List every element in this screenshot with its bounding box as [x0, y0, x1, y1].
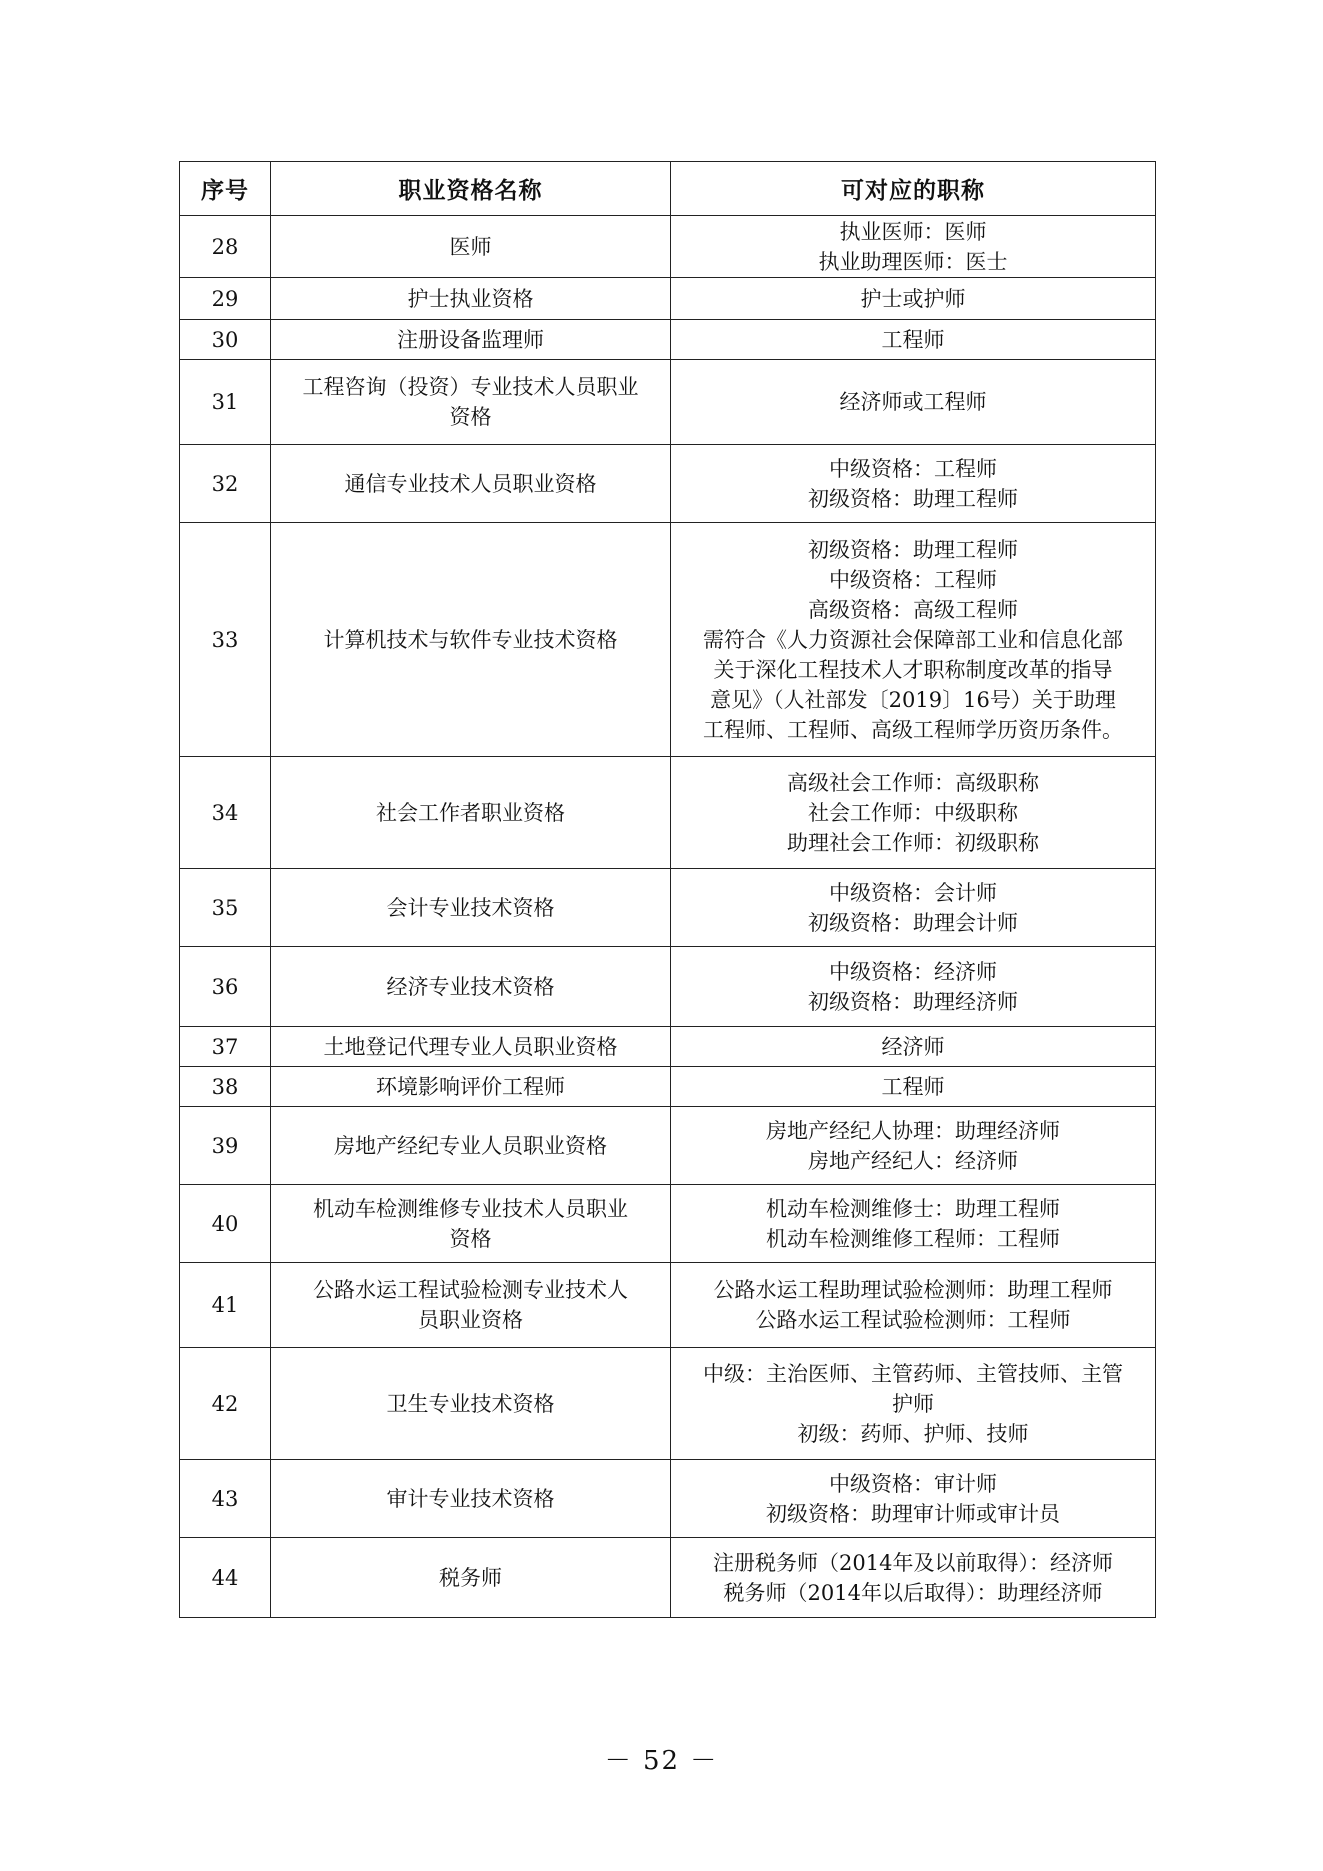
serial-number-cell: 33	[180, 523, 271, 757]
corresponding-title-line: 初级资格：助理审计师或审计员	[766, 1501, 1060, 1526]
corresponding-title-line: 执业医师：医师	[839, 219, 987, 244]
qualification-name-cell	[271, 1460, 671, 1538]
header-qualification-name: 职业资格名称	[271, 162, 671, 216]
serial-number-cell: 37	[180, 1027, 271, 1067]
table-body	[180, 216, 1156, 1618]
corresponding-title-cell	[671, 869, 1156, 947]
qualification-name-line: 公路水运工程试验检测专业技术人	[313, 1278, 628, 1302]
corresponding-title-line: 中级资格：工程师	[829, 456, 997, 481]
qualification-name-line: 土地登记代理专业人员职业资格	[323, 1034, 618, 1059]
table-row	[180, 1348, 1156, 1460]
corresponding-title-line: 关于深化工程技术人才职称制度改革的指导	[713, 657, 1113, 682]
corresponding-title-cell	[671, 1185, 1156, 1263]
qualification-name-line: 资格	[449, 405, 492, 429]
corresponding-title-line: 意见》（人社部发〔2019〕16号）关于助理	[710, 687, 1116, 712]
table-row	[180, 1538, 1156, 1618]
corresponding-title-line: 高级资格：高级工程师	[808, 597, 1018, 622]
serial-number-cell: 40	[180, 1185, 271, 1263]
corresponding-title-line: 工程师、工程师、高级工程师学历资历条件。	[703, 717, 1123, 742]
table-row	[180, 1107, 1156, 1185]
qualification-name-line: 审计专业技术资格	[386, 1486, 555, 1511]
serial-number-cell: 31	[180, 360, 271, 445]
qualification-name-line: 经济专业技术资格	[386, 974, 555, 999]
qualification-name-line: 计算机技术与软件专业技术资格	[323, 627, 618, 652]
corresponding-title-line: 税务师（2014年以后取得）：助理经济师	[723, 1580, 1103, 1605]
corresponding-title-line: 护士或护师	[860, 286, 966, 311]
corresponding-title-cell	[671, 445, 1156, 523]
corresponding-title-line: 公路水运工程试验检测师：工程师	[755, 1308, 1071, 1332]
qualification-table	[179, 161, 1156, 1618]
corresponding-title-cell	[671, 1538, 1156, 1618]
serial-number-cell: 32	[180, 445, 271, 523]
table-row	[180, 1027, 1156, 1067]
qualification-name-cell	[271, 869, 671, 947]
qualification-name-line: 卫生专业技术资格	[386, 1391, 555, 1416]
serial-number-cell: 35	[180, 869, 271, 947]
qualification-name-line: 房地产经纪专业人员职业资格	[334, 1133, 607, 1158]
qualification-name-line: 机动车检测维修专业技术人员职业	[313, 1196, 628, 1221]
table-row	[180, 869, 1156, 947]
corresponding-title-line: 中级资格：经济师	[829, 959, 997, 984]
corresponding-title-line: 需符合《人力资源社会保障部工业和信息化部	[703, 627, 1123, 652]
qualification-name-line: 工程咨询（投资）专业技术人员职业	[302, 375, 639, 399]
corresponding-title-line: 经济师或工程师	[839, 390, 987, 414]
qualification-name-cell	[271, 445, 671, 523]
corresponding-title-cell	[671, 360, 1156, 445]
qualification-name-cell	[271, 1027, 671, 1067]
qualification-name-cell	[271, 1348, 671, 1460]
serial-number-cell: 38	[180, 1067, 271, 1107]
corresponding-title-line: 社会工作师：中级职称	[808, 800, 1018, 825]
table-row	[180, 320, 1156, 360]
serial-number-cell: 39	[180, 1107, 271, 1185]
corresponding-title-line: 高级社会工作师：高级职称	[787, 770, 1039, 795]
qualification-name-cell	[271, 360, 671, 445]
qualification-name-cell	[271, 523, 671, 757]
table-row	[180, 1263, 1156, 1348]
header-serial-number: 序号	[180, 162, 271, 216]
corresponding-title-line: 助理社会工作师：初级职称	[787, 830, 1039, 855]
qualification-name-cell	[271, 1107, 671, 1185]
qualification-name-cell	[271, 757, 671, 869]
header-corresponding-title: 可对应的职称	[671, 162, 1156, 216]
qualification-name-cell	[271, 1185, 671, 1263]
corresponding-title-cell	[671, 757, 1156, 869]
table-header-row	[180, 162, 1156, 216]
serial-number-cell: 34	[180, 757, 271, 869]
serial-number-cell: 41	[180, 1263, 271, 1348]
corresponding-title-line: 中级：主治医师、主管药师、主管技师、主管	[703, 1361, 1123, 1386]
table-row	[180, 278, 1156, 320]
table-row	[180, 1185, 1156, 1263]
corresponding-title-line: 公路水运工程助理试验检测师：助理工程师	[713, 1278, 1113, 1302]
corresponding-title-line: 机动车检测维修工程师：工程师	[766, 1226, 1060, 1251]
serial-number-cell: 30	[180, 320, 271, 360]
corresponding-title-line: 初级资格：助理工程师	[808, 486, 1018, 511]
corresponding-title-line: 初级资格：助理会计师	[808, 910, 1018, 935]
table-row	[180, 216, 1156, 278]
qualification-name-cell	[271, 278, 671, 320]
table-row	[180, 1460, 1156, 1538]
table-row	[180, 757, 1156, 869]
table-row	[180, 360, 1156, 445]
corresponding-title-line: 护师	[892, 1391, 934, 1416]
corresponding-title-cell	[671, 1067, 1156, 1107]
page-number: － 52 －	[604, 1746, 719, 1776]
serial-number-cell: 36	[180, 947, 271, 1027]
table-row	[180, 947, 1156, 1027]
serial-number-cell: 28	[180, 216, 271, 278]
qualification-name-cell	[271, 947, 671, 1027]
corresponding-title-cell	[671, 1027, 1156, 1067]
table-row	[180, 445, 1156, 523]
corresponding-title-line: 执业助理医师：医士	[818, 249, 1008, 274]
qualification-name-line: 社会工作者职业资格	[376, 800, 565, 825]
qualification-name-cell	[271, 1263, 671, 1348]
corresponding-title-cell	[671, 523, 1156, 757]
corresponding-title-line: 初级：药师、护师、技师	[797, 1421, 1029, 1446]
serial-number-cell: 29	[180, 278, 271, 320]
corresponding-title-cell	[671, 1263, 1156, 1348]
qualification-name-cell	[271, 1067, 671, 1107]
serial-number-cell: 43	[180, 1460, 271, 1538]
qualification-name-cell	[271, 216, 671, 278]
qualification-name-cell	[271, 320, 671, 360]
qualification-name-line: 注册设备监理师	[397, 327, 544, 352]
corresponding-title-line: 中级资格：工程师	[829, 567, 997, 592]
corresponding-title-cell	[671, 947, 1156, 1027]
corresponding-title-cell	[671, 278, 1156, 320]
table-row	[180, 1067, 1156, 1107]
qualification-name-line: 环境影响评价工程师	[376, 1074, 565, 1099]
corresponding-title-line: 注册税务师（2014年及以前取得）：经济师	[713, 1550, 1113, 1575]
corresponding-title-line: 房地产经纪人：经济师	[808, 1148, 1018, 1173]
qualification-name-line: 员职业资格	[418, 1308, 523, 1332]
corresponding-title-line: 经济师	[881, 1034, 945, 1059]
qualification-name-line: 税务师	[439, 1565, 502, 1590]
corresponding-title-line: 中级资格：审计师	[829, 1471, 997, 1496]
corresponding-title-line: 初级资格：助理经济师	[808, 989, 1018, 1014]
corresponding-title-cell	[671, 320, 1156, 360]
qualification-name-line: 会计专业技术资格	[386, 895, 555, 920]
corresponding-title-cell	[671, 1107, 1156, 1185]
corresponding-title-cell	[671, 1460, 1156, 1538]
corresponding-title-line: 工程师	[881, 327, 945, 352]
corresponding-title-line: 初级资格：助理工程师	[808, 537, 1018, 562]
serial-number-cell: 44	[180, 1538, 271, 1618]
corresponding-title-line: 中级资格：会计师	[829, 880, 997, 905]
corresponding-title-line: 房地产经纪人协理：助理经济师	[766, 1118, 1060, 1143]
corresponding-title-cell	[671, 216, 1156, 278]
qualification-name-line: 医师	[449, 234, 492, 259]
qualification-name-line: 护士执业资格	[407, 286, 534, 311]
qualification-name-line: 通信专业技术人员职业资格	[344, 471, 597, 496]
qualification-name-cell	[271, 1538, 671, 1618]
qualification-name-line: 资格	[449, 1226, 492, 1251]
table-row	[180, 523, 1156, 757]
corresponding-title-line: 工程师	[881, 1074, 945, 1099]
corresponding-title-line: 机动车检测维修士：助理工程师	[766, 1196, 1060, 1221]
serial-number-cell: 42	[180, 1348, 271, 1460]
corresponding-title-cell	[671, 1348, 1156, 1460]
